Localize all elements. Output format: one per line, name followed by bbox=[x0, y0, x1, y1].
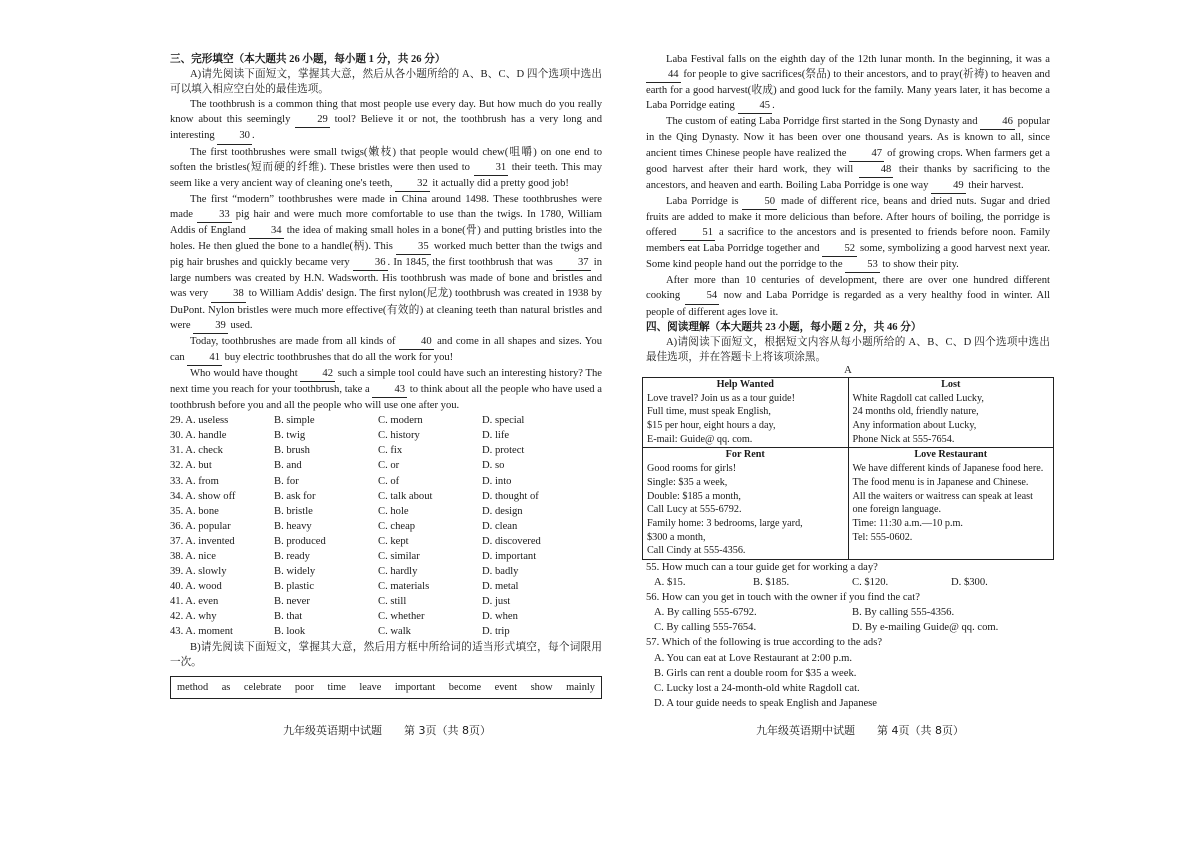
option-cell: C. history bbox=[378, 430, 420, 442]
ad-line: Single: $35 a week, bbox=[647, 476, 728, 488]
paragraph-text: worked much better than the twigs and pig hair brushes and quickly became very bbox=[170, 241, 602, 269]
paragraph-text: The custom of eating Laba Porridge first started in the Song Dynasty and bbox=[666, 116, 981, 128]
option-cell: D. trip bbox=[482, 626, 510, 638]
passage-label: A bbox=[844, 364, 852, 376]
word-box-word: mainly bbox=[566, 681, 595, 693]
blank-number: 49 bbox=[931, 178, 966, 194]
option-cell: B. for bbox=[274, 475, 299, 487]
paragraph-text: used. bbox=[227, 319, 253, 331]
paragraph-text: The first toothbrushes were small twigs(嫩枝) that people would chew(咀嚼) on one end to soften the bristles(短而硬的纤维). These bristles were then used to bbox=[170, 146, 602, 173]
ad-title: Love Restaurant bbox=[914, 449, 988, 461]
blank-number: 37 bbox=[556, 255, 591, 271]
ad-title: For Rent bbox=[725, 449, 765, 461]
paragraph-text: now and Laba Porridge is regarded as a very healthy food in winter. All people of different ages love it. bbox=[646, 290, 1050, 318]
option-cell: 36. A. popular bbox=[170, 520, 231, 532]
ad-title: Lost bbox=[941, 378, 961, 390]
word-box bbox=[170, 676, 602, 699]
option-row bbox=[170, 564, 602, 579]
option-row bbox=[170, 609, 602, 624]
option-row bbox=[170, 594, 602, 609]
paragraph-text: their thanks by sacrificing to the ancestors, and heaven and earth. Boiling Laba Porridge is one way bbox=[646, 163, 1051, 191]
option-row bbox=[170, 413, 602, 428]
option-cell: 39. A. slowly bbox=[170, 566, 227, 578]
word-box-word: time bbox=[327, 681, 346, 693]
ad-line: Any information about Lucky, bbox=[852, 419, 977, 431]
option-cell: C. fix bbox=[378, 445, 403, 457]
option-cell: C. or bbox=[378, 460, 400, 472]
option: D. A tour guide needs to speak English and Japanese bbox=[654, 697, 878, 709]
paragraph-text: the idea of making small holes in a bone(骨) and putting bristles into the holes. He then glued the bone to a handle(柄). This bbox=[170, 225, 602, 253]
blank-number: 41 bbox=[187, 350, 222, 366]
option-row bbox=[170, 489, 602, 504]
option-row bbox=[170, 443, 602, 458]
blank-number: 34 bbox=[249, 223, 284, 239]
paragraph-text: popular in the Qing Dynasty. Now it has been over one thousand years. As is known to all, since ancient times Chinese people have realized the bbox=[646, 116, 1050, 159]
option-row bbox=[170, 549, 602, 564]
option-cell: D. when bbox=[482, 611, 518, 623]
blank-number: 42 bbox=[300, 366, 335, 382]
ad-lost bbox=[848, 377, 1054, 448]
blank-number: 33 bbox=[197, 207, 232, 223]
paragraph-text: Laba Porridge is bbox=[666, 195, 743, 207]
option: B. Girls can rent a double room for $35 a week. bbox=[654, 667, 857, 679]
question-55-options bbox=[646, 575, 1050, 590]
option-cell: D. design bbox=[482, 505, 523, 517]
blank-number: 30 bbox=[217, 128, 252, 144]
ad-line: Tel: 555-0602. bbox=[852, 531, 913, 543]
ad-line: Call Cindy at 555-4356. bbox=[647, 545, 746, 557]
paragraph-text: to William Addis' design. The first nylon(尼龙) toothbrush was created in 1938 by DuPont. Nylon bristles were much more effective(有效的) at cleaning teeth than natural bristles and were bbox=[170, 288, 602, 331]
paragraph-text: Who would have thought bbox=[190, 367, 301, 379]
option-cell: C. similar bbox=[378, 551, 420, 562]
option: C. Lucky lost a 24-month-old white Ragdoll cat. bbox=[654, 682, 860, 694]
option-cell: B. widely bbox=[274, 566, 316, 578]
option-cell: 31. A. check bbox=[170, 445, 223, 457]
paragraph-text: buy electric toothbrushes that do all the work for you! bbox=[221, 351, 454, 363]
blank-number: 47 bbox=[849, 146, 884, 162]
section-title-reading: 四、阅读理解（本大题共 23 小题，每小题 2 分，共 46 分） bbox=[646, 321, 922, 333]
instruction-b: B)请先阅读下面短文，掌握其大意，然后用方框中所给词的适当形式填空，每个词限用一次。 bbox=[170, 641, 602, 668]
paragraph-text: made of different rice, beans and dried nuts. Sugar and dried fruits are added to make it more delicious than before. After hours of boiling, the porridge is offered bbox=[646, 195, 1051, 239]
option-cell: 41. A. even bbox=[170, 596, 219, 608]
option-cell: B. heavy bbox=[274, 520, 312, 532]
option-cell: C. modern bbox=[378, 415, 423, 427]
option-cell: 29. A. useless bbox=[170, 415, 229, 427]
option-cell: C. walk bbox=[378, 626, 411, 638]
option-cell: C. talk about bbox=[378, 490, 433, 502]
blank-number: 32 bbox=[395, 176, 430, 192]
ad-line: Time: 11:30 a.m.—10 p.m. bbox=[852, 517, 963, 529]
cloze-paragraph bbox=[646, 194, 1050, 273]
ad-line: Good rooms for girls! bbox=[647, 463, 737, 475]
blank-number: 50 bbox=[742, 194, 777, 210]
option-cell: C. hardly bbox=[378, 566, 418, 578]
word-box-word: important bbox=[394, 681, 436, 693]
option-cell: B. plastic bbox=[274, 581, 315, 593]
ad-line: All the waiters or waitress can speak at least bbox=[852, 490, 1033, 502]
blank-number: 29 bbox=[295, 112, 330, 128]
paragraph-text: such a simple tool could have such an interesting history? The next time you reach for your toothbrush, take a bbox=[170, 367, 602, 395]
ad-line: Family home: 3 bedrooms, large yard, bbox=[647, 517, 803, 529]
word-box-word: leave bbox=[359, 681, 382, 693]
option-cell: 32. A. but bbox=[170, 460, 212, 472]
option-cell: D. into bbox=[482, 475, 512, 487]
ad-line: 24 months old, friendly nature, bbox=[852, 406, 979, 418]
paragraph-text: After more than 10 centuries of development, there are over one hundred different cooking bbox=[646, 275, 1050, 302]
option-cell: D. thought of bbox=[482, 490, 539, 502]
option-cell: 40. A. wood bbox=[170, 581, 222, 593]
blank-number: 53 bbox=[845, 257, 880, 273]
option: B. $185. bbox=[753, 577, 790, 589]
page-footer-3: 九年级英语期中试题 第 3页（共 8页） bbox=[283, 724, 491, 737]
paragraph-text: it actually did a pretty good job! bbox=[429, 177, 569, 189]
option: C. $120. bbox=[852, 577, 889, 589]
cloze-paragraph bbox=[170, 145, 602, 192]
paragraph-text: their teeth. This may seem like a very ancient way of cleaning one's teeth, bbox=[170, 161, 602, 189]
ads-table bbox=[642, 377, 1054, 560]
blank-number: 36 bbox=[353, 255, 388, 271]
option: D. $300. bbox=[951, 577, 988, 589]
page-4 bbox=[646, 52, 1050, 711]
paragraph-text: . bbox=[251, 130, 255, 142]
option-cell: D. life bbox=[482, 430, 510, 442]
blank-number: 31 bbox=[474, 160, 509, 176]
cloze-paragraph bbox=[646, 114, 1050, 193]
word-box-word: poor bbox=[294, 681, 314, 693]
option-cell: 30. A. handle bbox=[170, 430, 227, 442]
paragraph-text: in large numbers was created by H.N. Wadsworth. His toothbrush was made of bone and bristles and was very bbox=[170, 257, 603, 300]
option-cell: 37. A. invented bbox=[170, 535, 235, 547]
option: A. $15. bbox=[654, 577, 686, 589]
paragraph-text: and come in all shapes and sizes. You can bbox=[170, 335, 602, 363]
word-box-word: event bbox=[494, 681, 518, 693]
cloze-options-table bbox=[170, 413, 602, 639]
blank-number: 48 bbox=[859, 162, 894, 178]
ad-line: Double: $185 a month, bbox=[647, 490, 741, 502]
question-56-options-row-1 bbox=[646, 605, 1050, 620]
ad-line: We have different kinds of Japanese food here. bbox=[852, 463, 1044, 475]
option-cell: D. just bbox=[482, 596, 511, 608]
option-cell: D. badly bbox=[482, 566, 519, 578]
cloze-paragraph bbox=[170, 97, 602, 144]
option-cell: 34. A. show off bbox=[170, 490, 236, 502]
option-cell: C. still bbox=[378, 596, 407, 608]
paragraph-text: for people to give sacrifices(祭品) to their ancestors, and to pray(祈祷) to heaven and earth for a good harvest(收成) and good luck for the family. Many years later, it has become a Laba Porridge eating bbox=[646, 69, 1050, 112]
option-cell: B. look bbox=[274, 626, 306, 638]
ad-line: Call Lucy at 555-6792. bbox=[647, 504, 742, 516]
cloze-paragraph bbox=[170, 192, 602, 334]
option-cell: C. materials bbox=[378, 581, 430, 593]
paragraph-text: some, symbolizing a good harvest next year. Some kind people hand out the porridge to the bbox=[646, 243, 1050, 271]
blank-number: 39 bbox=[193, 318, 228, 334]
option-cell: D. clean bbox=[482, 520, 518, 532]
blank-number: 43 bbox=[372, 382, 407, 398]
paragraph-text: Today, toothbrushes are made from all kinds of bbox=[190, 335, 400, 347]
paragraph-text: Laba Festival falls on the eighth day of the 12th lunar month. In the beginning, it was a bbox=[666, 54, 1050, 65]
blank-number: 35 bbox=[396, 239, 431, 255]
option-cell: C. whether bbox=[378, 611, 425, 623]
option-cell: C. kept bbox=[378, 535, 409, 547]
option-cell: D. so bbox=[482, 460, 505, 472]
option-cell: 42. A. why bbox=[170, 611, 217, 623]
option-cell: C. cheap bbox=[378, 520, 416, 532]
blank-number: 44 bbox=[646, 67, 681, 83]
option-cell: B. bristle bbox=[274, 505, 313, 517]
word-box-word: show bbox=[530, 681, 553, 693]
option-cell: C. of bbox=[378, 475, 400, 487]
question-57: 57. Which of the following is true according to the ads? bbox=[646, 637, 883, 649]
blank-number: 45 bbox=[738, 98, 773, 114]
paragraph-text: to show their pity. bbox=[879, 259, 959, 271]
option: C. By calling 555-7654. bbox=[654, 622, 757, 634]
cloze-paragraph bbox=[646, 52, 1050, 114]
ad-for-rent bbox=[643, 448, 849, 560]
option-cell: D. important bbox=[482, 551, 537, 562]
cloze-paragraph bbox=[646, 273, 1050, 319]
ad-love-restaurant bbox=[848, 448, 1054, 560]
option-cell: 35. A. bone bbox=[170, 505, 219, 517]
ad-line: White Ragdoll cat called Lucky, bbox=[852, 392, 984, 404]
cloze-paragraph bbox=[170, 334, 602, 366]
cloze-paragraph bbox=[170, 366, 602, 413]
option-cell: D. protect bbox=[482, 445, 525, 457]
ad-help-wanted bbox=[643, 377, 849, 448]
ad-line: Love travel? Join us as a tour guide! bbox=[647, 392, 795, 404]
option-row bbox=[170, 519, 602, 534]
option: B. By calling 555-4356. bbox=[852, 607, 955, 619]
option-cell: D. metal bbox=[482, 581, 519, 593]
blank-number: 46 bbox=[980, 114, 1015, 130]
paragraph-text: a sacrifice to the ancestors and is presented to friends before noon. Family members eat Laba Porridge together and bbox=[646, 227, 1050, 255]
option-cell: 43. A. moment bbox=[170, 626, 233, 638]
blank-number: 38 bbox=[211, 286, 246, 302]
ad-line: one foreign language. bbox=[852, 504, 942, 516]
option-row bbox=[170, 458, 602, 473]
option-cell: B. and bbox=[274, 460, 302, 472]
question-56-options-row-2 bbox=[646, 620, 1050, 635]
option: A. You can eat at Love Restaurant at 2:00 p.m. bbox=[654, 652, 853, 664]
ad-line: $15 per hour, eight hours a day, bbox=[647, 419, 776, 431]
option-row bbox=[170, 579, 602, 594]
word-box-word: method bbox=[177, 681, 209, 693]
paragraph-text: pig hair and were much more comfortable to use than the twigs. In 1780, William Addis of England bbox=[170, 208, 602, 237]
option-cell: B. brush bbox=[274, 445, 310, 457]
option: A. By calling 555-6792. bbox=[654, 607, 757, 619]
option-row bbox=[170, 474, 602, 489]
ad-line: The food menu is in Japanese and Chinese. bbox=[852, 476, 1029, 488]
paragraph-text: The first “modern” toothbrushes were made in China around 1498. These toothbrushes were made bbox=[170, 193, 602, 220]
paragraph-text: . In 1845, the first toothbrush that was bbox=[387, 257, 556, 269]
blank-number: 40 bbox=[399, 334, 434, 350]
option-cell: B. never bbox=[274, 596, 310, 608]
word-box-word: as bbox=[221, 681, 231, 693]
question-56: 56. How can you get in touch with the owner if you find the cat? bbox=[646, 592, 920, 604]
option-cell: 33. A. from bbox=[170, 475, 219, 487]
option-cell: B. produced bbox=[274, 535, 326, 547]
blank-number: 54 bbox=[685, 288, 720, 304]
instruction-a: A)请先阅读下面短文，掌握其大意，然后从各小题所给的 A、B、C、D 四个选项中选出可以填入相应空白处的最佳选项。 bbox=[170, 69, 602, 96]
option-cell: D. special bbox=[482, 415, 525, 427]
question-55: 55. How much can a tour guide get for working a day? bbox=[646, 562, 878, 574]
ad-line: Full time, must speak English, bbox=[647, 406, 771, 418]
paragraph-text: their harvest. bbox=[965, 179, 1024, 191]
word-box-word: celebrate bbox=[243, 681, 282, 693]
section-title-cloze: 三、完形填空（本大题共 26 小题，每小题 1 分，共 26 分） bbox=[170, 54, 446, 65]
option-cell: B. ready bbox=[274, 551, 310, 562]
paragraph-text: to think about all the people who have used a toothbrush before you and all the people who will use one after you. bbox=[170, 383, 602, 412]
option-cell: 38. A. nice bbox=[170, 551, 216, 562]
option-cell: B. ask for bbox=[274, 490, 316, 502]
option-cell: C. hole bbox=[378, 505, 409, 517]
option-cell: D. discovered bbox=[482, 535, 541, 547]
blank-number: 51 bbox=[680, 225, 715, 241]
page-3 bbox=[170, 52, 602, 699]
page-footer-4: 九年级英语期中试题 第 4页（共 8页） bbox=[756, 724, 964, 737]
option-cell: B. simple bbox=[274, 415, 315, 427]
option-row bbox=[170, 504, 602, 519]
instruction-reading-a: A)请阅读下面短文，根据短文内容从每小题所给的 A、B、C、D 四个选项中选出最佳选项，并在答题卡上将该项涂黑。 bbox=[646, 336, 1050, 363]
blank-number: 52 bbox=[822, 241, 857, 257]
ad-line: E-mail: Guide@ qq. com. bbox=[647, 433, 753, 445]
option: D. By e-mailing Guide@ qq. com. bbox=[852, 622, 999, 634]
option-cell: B. twig bbox=[274, 430, 306, 442]
word-box-word: become bbox=[448, 681, 482, 693]
paragraph-text: The toothbrush is a common thing that most people use every day. But how much do you really know about this seemingly bbox=[170, 99, 602, 126]
option-row bbox=[170, 534, 602, 549]
ad-line: $300 a month, bbox=[647, 531, 706, 543]
paragraph-text: of growing crops. When farmers get a good harvest after their hard work, they will bbox=[646, 147, 1050, 175]
paragraph-text: tool? Believe it or not, the toothbrush has a very long and interesting bbox=[170, 114, 602, 142]
option-row bbox=[170, 428, 602, 443]
option-cell: B. that bbox=[274, 611, 303, 623]
option-row bbox=[170, 624, 602, 639]
ad-line: Phone Nick at 555-7654. bbox=[852, 433, 955, 445]
ad-title: Help Wanted bbox=[716, 378, 774, 390]
paragraph-text: . bbox=[772, 100, 775, 112]
